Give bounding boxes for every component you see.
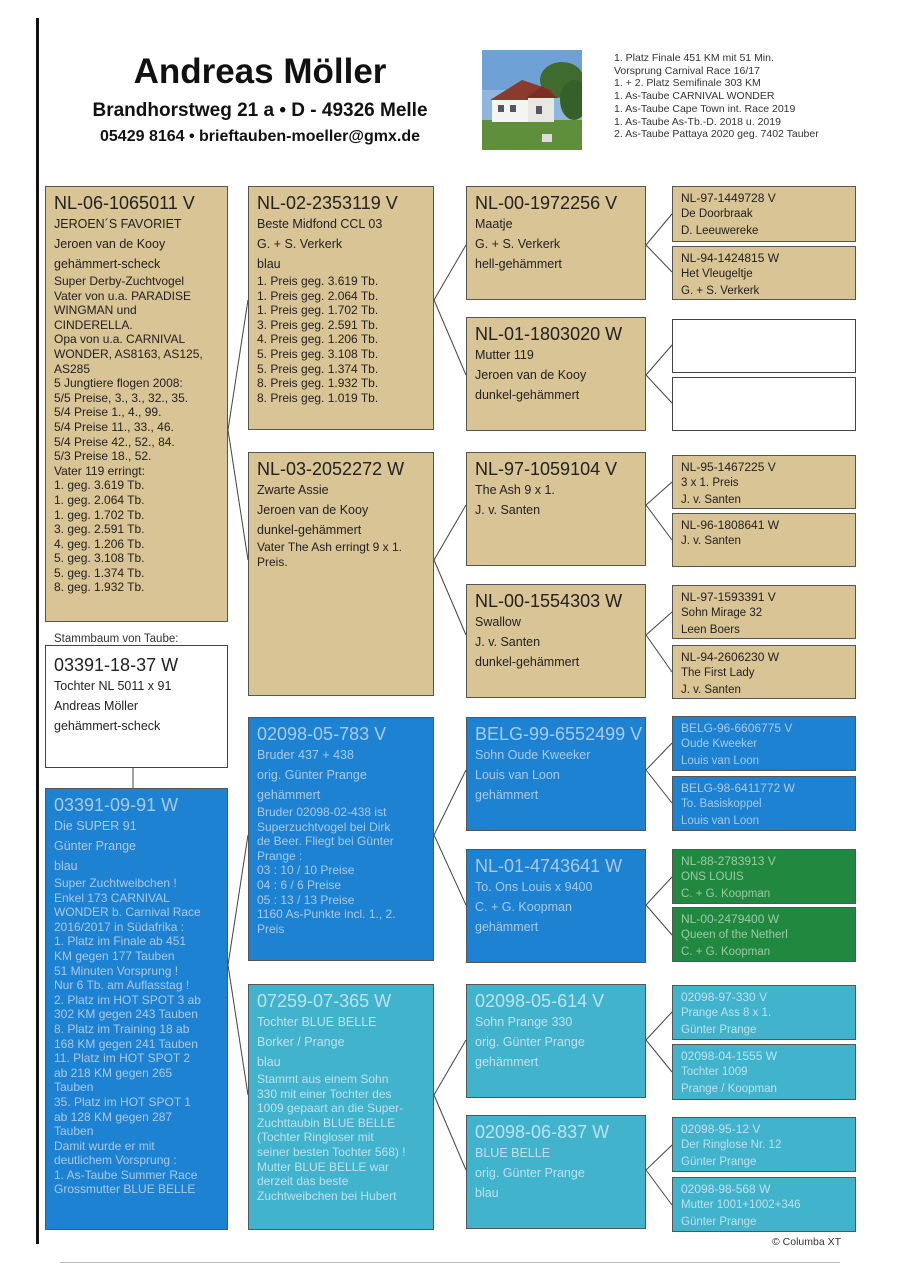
pigeon-name: Maatje bbox=[475, 217, 513, 231]
gen3-card-2[interactable] bbox=[466, 317, 646, 431]
color: dunkel-gehämmert bbox=[257, 523, 362, 537]
ring-number: NL-97-1059104 V bbox=[475, 459, 618, 479]
pigeon-name: Het Vleugeltje bbox=[681, 268, 753, 280]
breeder: G. + S. Verkerk bbox=[475, 237, 561, 251]
pigeon-name: Oude Kweeker bbox=[681, 738, 758, 750]
breeder: Louis van Loon bbox=[681, 815, 760, 827]
pigeon-name: ONS LOUIS bbox=[681, 871, 744, 883]
performance-notes: Stammt aus einem Sohn 330 mit einer Tochter des 1009 gepaart an die Super- Zuchttaubin BLUE BELLE (Tochter Ringloser mit seiner besten Tochter 568) ! Mutter BLUE BELLE war derzeit das beste Zuchtweibchen bei Hubert bbox=[257, 1072, 406, 1203]
breeder: orig. Günter Prange bbox=[257, 768, 367, 782]
pigeon-name: Sohn Oude Kweeker bbox=[475, 748, 591, 762]
pigeon-name: De Doorbraak bbox=[681, 208, 753, 220]
breeder: Jeroen van de Kooy bbox=[257, 503, 369, 517]
ring-number: NL-00-1554303 W bbox=[475, 591, 623, 611]
ring-number: BELG-98-6411772 W bbox=[681, 781, 795, 795]
gen4-card-10[interactable] bbox=[672, 776, 856, 831]
ring-number: NL-94-2606230 W bbox=[681, 650, 780, 664]
gen4-card-16[interactable] bbox=[672, 1177, 856, 1232]
pigeon-name: To. Basiskoppel bbox=[681, 798, 762, 810]
ring-number: 03391-18-37 W bbox=[54, 655, 179, 675]
breeder: J. v. Santen bbox=[475, 503, 541, 517]
color: dunkel-gehämmert bbox=[475, 388, 580, 402]
gen4-card-8[interactable] bbox=[672, 645, 856, 699]
ring-number: 02098-05-614 V bbox=[475, 991, 605, 1011]
gen3-card-6[interactable] bbox=[466, 849, 646, 963]
breeder: G. + S. Verkerk bbox=[257, 237, 343, 251]
breeder: Jeroen van de Kooy bbox=[54, 237, 166, 251]
ring-number: 07259-07-365 W bbox=[257, 991, 392, 1011]
pigeon-name: The First Lady bbox=[681, 667, 755, 679]
ring-number: NL-96-1808641 W bbox=[681, 518, 780, 532]
breeder: orig. Günter Prange bbox=[475, 1166, 585, 1180]
breeder: C. + G. Koopman bbox=[681, 946, 771, 958]
pigeon-name: To. Ons Louis x 9400 bbox=[475, 880, 593, 894]
pedigree-label: Stammbaum von Taube: bbox=[50, 633, 182, 645]
gen4-card-14[interactable] bbox=[672, 1044, 856, 1100]
gen3-card-1[interactable] bbox=[466, 186, 646, 300]
pigeon-name: Tochter 1009 bbox=[681, 1066, 748, 1078]
ring-number: 02098-95-12 V bbox=[681, 1122, 761, 1136]
pigeon-name: Queen of the Netherl bbox=[681, 929, 788, 941]
gen3-card-7[interactable] bbox=[466, 984, 646, 1098]
subject-card[interactable] bbox=[45, 645, 228, 768]
pigeon-name: Zwarte Assie bbox=[257, 483, 329, 497]
gen3-card-5[interactable] bbox=[466, 717, 646, 831]
description: Tochter NL 5011 x 91 bbox=[54, 679, 172, 693]
breeder: Günter Prange bbox=[681, 1156, 757, 1168]
achievement: 2. As-Taube Pattaya 2020 geg. 7402 Tauber bbox=[614, 128, 819, 141]
color: hell-gehämmert bbox=[475, 257, 562, 271]
pigeon-name: Sohn Mirage 32 bbox=[681, 607, 763, 619]
color: gehämmert-scheck bbox=[54, 257, 161, 271]
gen4-card-4-empty[interactable] bbox=[672, 377, 856, 431]
breeder: G. + S. Verkerk bbox=[681, 285, 760, 297]
dam-card[interactable] bbox=[45, 788, 228, 1230]
color: gehämmert bbox=[475, 1055, 539, 1069]
breeder: J. v. Santen bbox=[475, 635, 541, 649]
pigeon-name: BLUE BELLE bbox=[475, 1146, 551, 1160]
pigeon-name: Tochter BLUE BELLE bbox=[257, 1015, 377, 1029]
breeder-address: Brandhorstweg 21 a • D - 49326 Melle bbox=[92, 100, 428, 121]
granddam-paternal-card[interactable] bbox=[248, 452, 434, 696]
pigeon-name: The Ash 9 x 1. bbox=[475, 483, 555, 497]
breeder: orig. Günter Prange bbox=[475, 1035, 585, 1049]
color: blau bbox=[475, 1186, 499, 1200]
breeder: Jeroen van de Kooy bbox=[475, 368, 587, 382]
gen3-card-8[interactable] bbox=[466, 1115, 646, 1229]
pigeon-name: Die SUPER 91 bbox=[54, 819, 137, 833]
performance-notes: Vater The Ash erringt 9 x 1. Preis. bbox=[257, 540, 402, 569]
ring-number: NL-97-1593391 V bbox=[681, 590, 776, 604]
ring-number: 02098-04-1555 W bbox=[681, 1049, 778, 1063]
ring-number: 02098-06-837 W bbox=[475, 1122, 610, 1142]
breeder: Günter Prange bbox=[54, 839, 136, 853]
gen4-card-12[interactable] bbox=[672, 907, 856, 962]
performance-notes: Bruder 02098-02-438 ist Superzuchtvogel bei Dirk de Beer. Fliegt bei Günter Prange : 03 : 10 / 10 Preise 04 : 6 / 6 Preise 05 : 13 / 13 Preise 1160 As-Punkte incl. 1., 2. Preis bbox=[257, 805, 396, 936]
gen4-card-13[interactable] bbox=[672, 985, 856, 1040]
color: gehämmert bbox=[475, 788, 539, 802]
ring-number: NL-00-1972256 V bbox=[475, 193, 618, 213]
color: blau bbox=[257, 257, 281, 271]
pigeon-name: Beste Midfond CCL 03 bbox=[257, 217, 383, 231]
ring-number: NL-02-2353119 V bbox=[257, 193, 398, 213]
breeder: D. Leeuwereke bbox=[681, 225, 759, 237]
granddam-maternal-card[interactable] bbox=[248, 984, 434, 1230]
ring-number: NL-94-1424815 W bbox=[681, 251, 780, 265]
ring-number: BELG-96-6606775 V bbox=[681, 721, 793, 735]
gen4-card-15[interactable] bbox=[672, 1117, 856, 1172]
breeder: Leen Boers bbox=[681, 624, 740, 636]
breeder: C. + G. Koopman bbox=[681, 888, 771, 900]
pigeon-name: Der Ringlose Nr. 12 bbox=[681, 1139, 782, 1151]
ring-number: NL-97-1449728 V bbox=[681, 191, 776, 205]
pigeon-name: Prange Ass 8 x 1. bbox=[681, 1007, 772, 1019]
gen4-card-6[interactable] bbox=[672, 513, 856, 567]
ring-number: NL-01-1803020 W bbox=[475, 324, 623, 344]
breeder: J. v. Santen bbox=[681, 535, 741, 547]
gen4-card-1[interactable] bbox=[672, 186, 856, 242]
pigeon-name: JEROEN´S FAVORIET bbox=[54, 217, 182, 231]
performance-notes: 1. Preis geg. 3.619 Tb. 1. Preis geg. 2.064 Tb. 1. Preis geg. 1.702 Tb. 3. Preis geg. 2.591 Tb. 4. Preis geg. 1.206 Tb. 5. Preis geg. 3.108 Tb. 5. Preis geg. 1.374 Tb. 8. Preis geg. 1.932 Tb. 8. Preis geg. 1.019 Tb. bbox=[257, 274, 379, 405]
ring-number: NL-03-2052272 W bbox=[257, 459, 405, 479]
ring-number: NL-88-2783913 V bbox=[681, 854, 776, 868]
sire-card[interactable] bbox=[45, 186, 228, 622]
gen4-card-7[interactable] bbox=[672, 585, 856, 639]
achievement: 1. + 2. Platz Semifinale 303 KM bbox=[614, 77, 761, 90]
ring-number: 03391-09-91 W bbox=[54, 795, 179, 815]
gen4-card-11[interactable] bbox=[672, 849, 856, 904]
ring-number: NL-01-4743641 W bbox=[475, 856, 623, 876]
ring-number: NL-00-2479400 W bbox=[681, 912, 780, 926]
pigeon-name: Swallow bbox=[475, 615, 521, 629]
ring-number: NL-06-1065011 V bbox=[54, 193, 195, 213]
color: gehämmert-scheck bbox=[54, 719, 161, 733]
pigeon-name: Mutter 1001+1002+346 bbox=[681, 1199, 801, 1211]
color: blau bbox=[257, 1055, 281, 1069]
pigeon-name: Bruder 437 + 438 bbox=[257, 748, 354, 762]
breeder: J. v. Santen bbox=[681, 494, 741, 506]
grandsire-maternal-card[interactable] bbox=[248, 717, 434, 961]
achievement: 1. As-Taube As-Tb.-D. 2018 u. 2019 bbox=[614, 115, 781, 128]
breeder: Louis van Loon bbox=[475, 768, 560, 782]
performance-notes: Super Zuchtweibchen ! Enkel 173 CARNIVAL WONDER b. Carnival Race 2016/2017 in Südafrika : 1. Platz im Finale ab 451 KM gegen 177 Tauben 51 Minuten Vorsprung ! Nur 6 Tb. am Auflasstag ! 2. Platz im HOT SPOT 3 ab 302 KM gegen 243 Tauben 8. Platz im Training 18 ab 168 KM gegen 241 Tauben 11. Platz im HOT SPOT 2 ab 218 KM gegen 265 Tauben 35. Platz im HOT SPOT 1 ab 128 KM gegen 287 Tauben Damit wurde er mit deutlichem Vorsprung : 1. As-Taube Summer Race Grossmutter BLUE BELLE bbox=[54, 876, 201, 1197]
color: blau bbox=[54, 859, 78, 873]
ring-number: 02098-05-783 V bbox=[257, 724, 387, 744]
breeder: Günter Prange bbox=[681, 1024, 757, 1036]
color: gehämmert bbox=[257, 788, 321, 802]
ring-number: BELG-99-6552499 V bbox=[475, 724, 643, 744]
software-credit: © Columba XT bbox=[772, 1236, 842, 1248]
ring-number: 02098-98-568 W bbox=[681, 1182, 771, 1196]
ring-number: 02098-97-330 V bbox=[681, 990, 768, 1004]
achievement: 1. As-Taube CARNIVAL WONDER bbox=[614, 90, 775, 103]
breeder: Louis van Loon bbox=[681, 755, 760, 767]
grandsire-paternal-card[interactable] bbox=[248, 186, 434, 430]
ring-number: NL-95-1467225 V bbox=[681, 460, 776, 474]
breeder: Borker / Prange bbox=[257, 1035, 345, 1049]
pigeon-name: 3 x 1. Preis bbox=[681, 477, 739, 489]
gen4-card-3-empty[interactable] bbox=[672, 319, 856, 373]
pigeon-name: Sohn Prange 330 bbox=[475, 1015, 573, 1029]
gen4-card-9[interactable] bbox=[672, 716, 856, 771]
achievement: Vorsprung Carnival Race 16/17 bbox=[614, 64, 760, 77]
gen4-card-2[interactable] bbox=[672, 246, 856, 300]
achievement: 1. Platz Finale 451 KM mit 51 Min. bbox=[614, 52, 774, 64]
gen3-card-4[interactable] bbox=[466, 584, 646, 698]
pigeon-name: Mutter 119 bbox=[475, 348, 534, 362]
breeder: C. + G. Koopman bbox=[475, 900, 572, 914]
breeder: J. v. Santen bbox=[681, 684, 741, 696]
color: gehämmert bbox=[475, 920, 539, 934]
performance-notes: Super Derby-Zuchtvogel Vater von u.a. PARADISE WINGMAN und CINDERELLA. Opa von u.a. CARNIVAL WONDER, AS8163, AS125, AS285 5 Jungtiere flogen 2008: 5/5 Preise, 3., 3., 32., 35. 5/4 Preise 1., 4., 99. 5/4 Preise 11., 33., 46. 5/4 Preise 42., 52., 84. 5/3 Preise 18., 52. Vater 119 erringt: 1. geg. 3.619 Tb. 1. geg. 2.064 Tb. 1. geg. 1.702 Tb. 3. geg. 2.591 Tb. 4. geg. 1.206 Tb. 5. geg. 3.108 Tb. 5. geg. 1.374 Tb. 8. geg. 1.932 Tb. bbox=[54, 274, 203, 595]
breeder-contact: 05429 8164 • brieftauben-moeller@gmx.de bbox=[100, 128, 420, 145]
breeder: Günter Prange bbox=[681, 1216, 757, 1228]
color: dunkel-gehämmert bbox=[475, 655, 580, 669]
breeder-name: Andreas Möller bbox=[133, 52, 387, 91]
gen3-card-3[interactable] bbox=[466, 452, 646, 566]
breeder: Andreas Möller bbox=[54, 699, 139, 713]
achievement: 1. As-Taube Cape Town int. Race 2019 bbox=[614, 102, 796, 115]
gen4-card-5[interactable] bbox=[672, 455, 856, 509]
breeder: Prange / Koopman bbox=[681, 1083, 777, 1095]
